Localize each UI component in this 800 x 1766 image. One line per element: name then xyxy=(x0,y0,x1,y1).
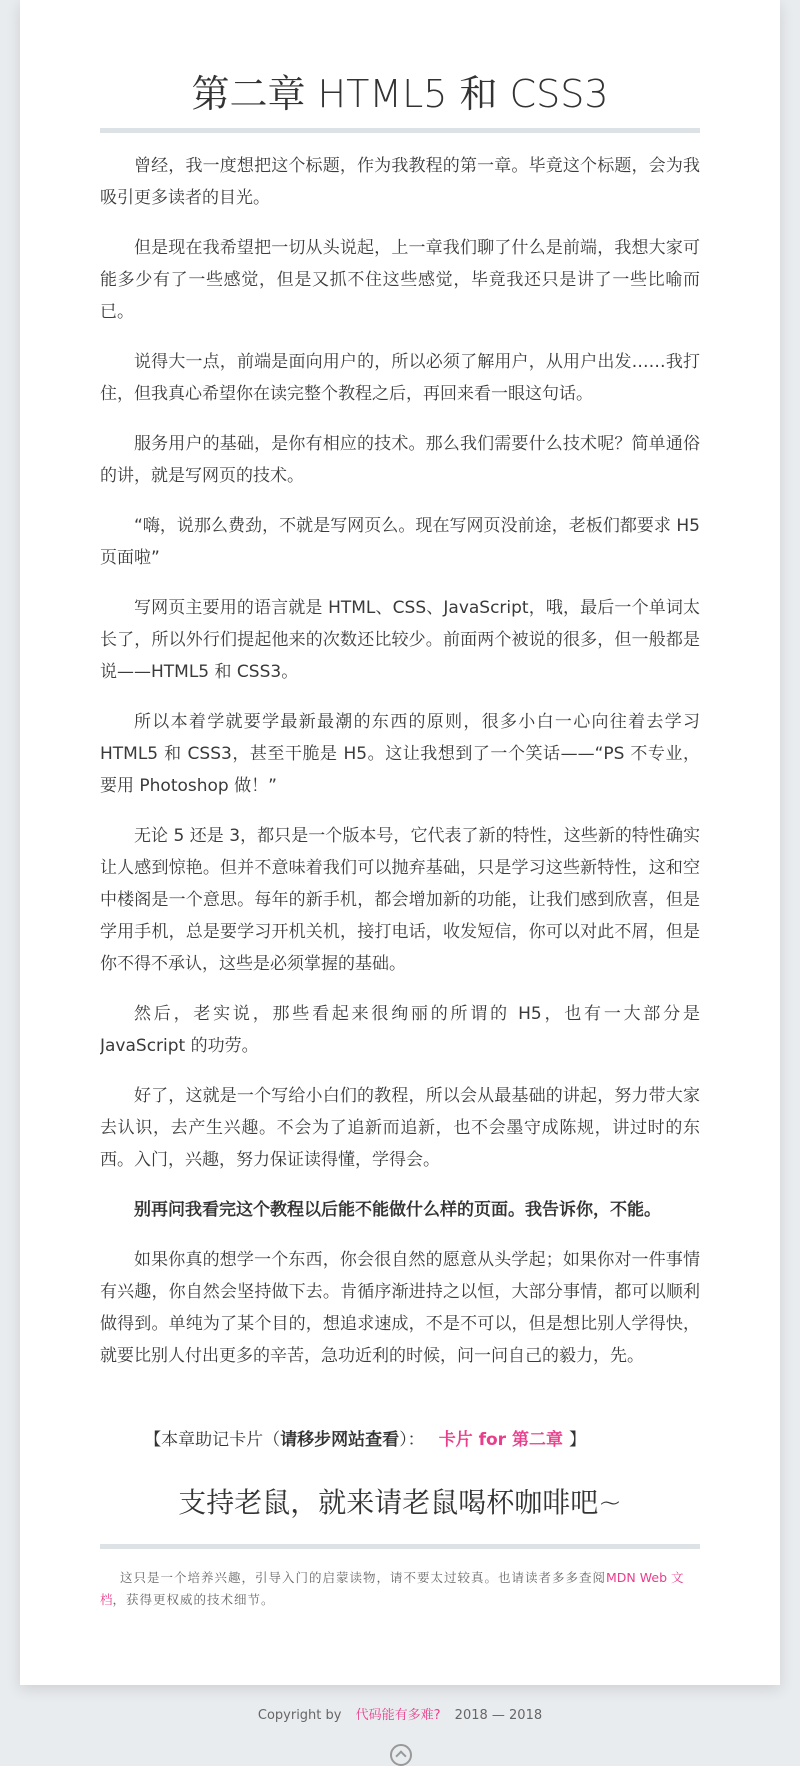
footnote xyxy=(100,1567,700,1611)
paragraph-8: 无论 5 还是 3，都只是一个版本号，它代表了新的特性，这些新的特性确实让人感到惊艳。但并不意味着我们可以抛弃基础，只是学习这些新特性，这和空中楼阁是一个意思。每年的新手机，都会增加新的功能，让我们感到欣喜，但是学用手机，总是要学习开机关机，接打电话，收发短信，你可以对此不屑，但是你不得不承认，这些是必须掌握的基础。 xyxy=(100,826,700,974)
card-close: 】 xyxy=(568,1430,586,1450)
paragraph-5: “嗨，说那么费劲，不就是写网页么。现在写网页没前途，老板们都要求 H5 页面啦” xyxy=(100,516,700,568)
footnote-text: 这只是一个培养兴趣，引导入门的启蒙读物，请不要太过较真。也请读者多多查阅 xyxy=(120,1570,607,1585)
paragraph-2: 但是现在我希望把一切从头说起，上一章我们聊了什么是前端，我想大家可能多少有了一些感觉，但是又抓不住这些感觉，毕竟我还只是讲了一些比喻而已。 xyxy=(100,238,700,322)
closing-paragraph: 如果你真的想学一个东西，你会很自然的愿意从头学起；如果你对一件事情有兴趣，你自然会坚持做下去。肯循序渐进持之以恒，大部分事情，都可以顺利做得到。单纯为了某个目的，想追求速成，不是不可以，但是想比别人学得快，就要比别人付出更多的辛苦，急功近利的时候，问一问自己的毅力，先。 xyxy=(100,1250,700,1366)
author-link[interactable]: 代码能有多难? xyxy=(355,1708,441,1723)
footnote-tail: ，获得更权威的技术细节。 xyxy=(112,1592,275,1607)
card-link[interactable]: 卡片 for 第二章 xyxy=(438,1430,563,1450)
copyright-years: 2018 — 2018 xyxy=(454,1708,543,1723)
chapter-title: 第二章 HTML5 和 CSS3 xyxy=(191,72,609,116)
card-bold: 请移步网站查看 xyxy=(280,1430,400,1450)
paragraph-7: 所以本着学就要学最新最潮的东西的原则，很多小白一心向往着去学习 HTML5 和 CSS3，甚至干脆是 H5。这让我想到了一个笑话——“PS 不专业，要用 Photoshop 做！” xyxy=(100,712,700,796)
bold-statement: 别再问我看完这个教程以后能不能做什么样的页面。我告诉你，不能。 xyxy=(134,1200,661,1220)
mdn-link[interactable]: MDN Web 文档 xyxy=(100,1570,684,1607)
paragraph-6: 写网页主要用的语言就是 HTML、CSS、JavaScript，哦，最后一个单词太长了，所以外行们提起他来的次数还比较少。前面两个被说的很多，但一般都是说——HTML5 和 CSS3。 xyxy=(100,598,700,682)
copyright-label: Copyright by xyxy=(257,1708,342,1723)
article-content xyxy=(100,0,700,1624)
card-open: 【本章助记卡片（ xyxy=(144,1430,281,1450)
page-footer xyxy=(0,1704,800,1723)
support-divider xyxy=(100,1544,700,1549)
card-line xyxy=(100,1424,700,1456)
title-divider xyxy=(100,128,700,133)
paragraph-4: 服务用户的基础，是你有相应的技术。那么我们需要什么技术呢？简单通俗的讲，就是写网页的技术。 xyxy=(100,434,700,486)
paragraph-3: 说得大一点，前端是面向用户的，所以必须了解用户，从用户出发……我打住，但我真心希望你在读完整个教程之后，再回来看一眼这句话。 xyxy=(100,352,700,404)
article-sheet xyxy=(20,0,780,1685)
paragraph-9: 然后，老实说，那些看起来很绚丽的所谓的 H5，也有一大部分是 JavaScript 的功劳。 xyxy=(100,1004,700,1056)
paragraph-1: 曾经，我一度想把这个标题，作为我教程的第一章。毕竟这个标题，会为我吸引更多读者的目光。 xyxy=(100,156,700,208)
scroll-top-icon[interactable] xyxy=(390,1744,412,1766)
support-text: 支持老鼠，就来请老鼠喝杯咖啡吧~ xyxy=(178,1486,622,1519)
paragraph-10: 好了，这就是一个写给小白们的教程，所以会从最基础的讲起，努力带大家去认识，去产生兴趣。不会为了追新而追新，也不会墨守成陈规，讲过时的东西。入门，兴趣，努力保证读得懂，学得会。 xyxy=(100,1086,700,1170)
card-mid: ）： xyxy=(399,1430,425,1450)
